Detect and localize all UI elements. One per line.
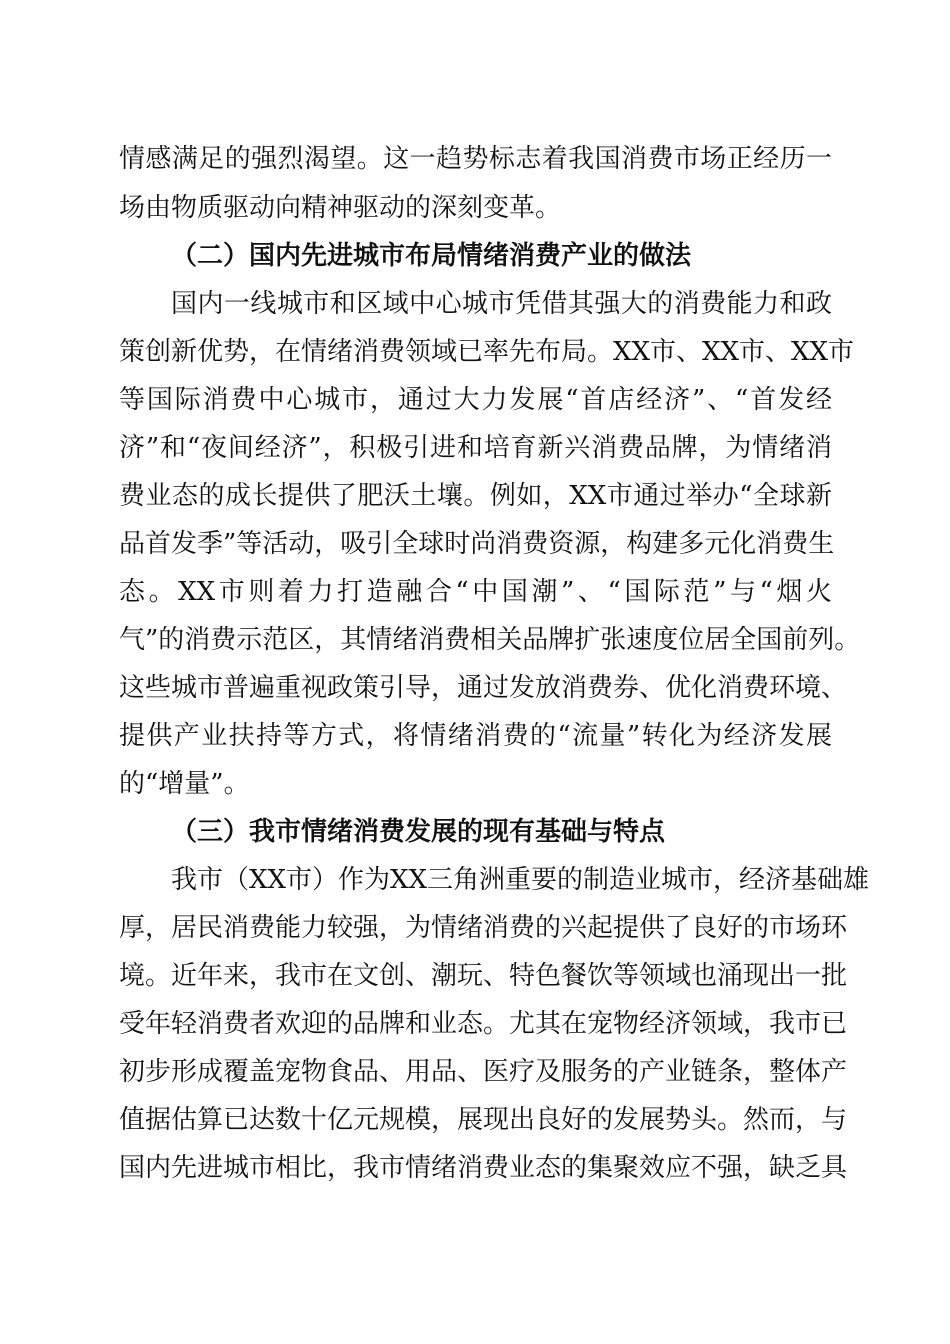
paragraph-line: 等国际消费中心城市，通过大力发展“首店经济”、“首发经	[119, 385, 832, 415]
paragraph-line: 值据估算已达数十亿元规模，展现出良好的发展势头。然而，与	[119, 1105, 848, 1135]
paragraph-line: 气”的消费示范区，其情绪消费相关品牌扩张速度位居全国前列。	[119, 625, 861, 655]
paragraph-line: 初步形成覆盖宠物食品、用品、医疗及服务的产业链条，整体产	[119, 1057, 848, 1087]
paragraph-line: 境。近年来，我市在文创、潮玩、特色餐饮等领域也涌现出一批	[119, 961, 848, 991]
paragraph-line: 济”和“夜间经济”，积极引进和培育新兴消费品牌，为情绪消	[119, 433, 832, 463]
paragraph-line: 厚，居民消费能力较强，为情绪消费的兴起提供了良好的市场环	[119, 913, 848, 943]
paragraph-line: 的“增量”。	[119, 769, 250, 799]
paragraph-line: 国内先进城市相比，我市情绪消费业态的集聚效应不强，缺乏具	[119, 1153, 848, 1183]
paragraph-line: 策创新优势，在情绪消费领域已率先布局。XX市、XX市、XX市	[119, 337, 855, 367]
paragraph-line: 这些城市普遍重视政策引导，通过发放消费券、优化消费环境、	[119, 673, 848, 703]
paragraph-line: 态。XX市则着力打造融合“中国潮”、“国际范”与“烟火	[119, 577, 832, 607]
paragraph-line: 费业态的成长提供了肥沃土壤。例如，XX市通过举办“全球新	[119, 481, 832, 511]
paragraph-line: 提供产业扶持等方式，将情绪消费的“流量”转化为经济发展	[119, 721, 832, 751]
section-heading-3: （三）我市情绪消费发展的现有基础与特点	[171, 817, 666, 847]
paragraph-line: 我市（XX市）作为XX三角洲重要的制造业城市，经济基础雄	[171, 865, 870, 895]
paragraph-line: 受年轻消费者欢迎的品牌和业态。尤其在宠物经济领域，我市已	[119, 1009, 848, 1039]
paragraph-line: 场由物质驱动向精神驱动的深刻变革。	[119, 193, 562, 223]
paragraph-line: 品首发季”等活动，吸引全球时尚消费资源，构建多元化消费生	[119, 529, 835, 559]
paragraph-line: 国内一线城市和区域中心城市凭借其强大的消费能力和政	[171, 289, 832, 319]
section-heading-2: （二）国内先进城市布局情绪消费产业的做法	[171, 241, 692, 271]
paragraph-line: 情感满足的强烈渴望。这一趋势标志着我国消费市场正经历一	[119, 144, 832, 174]
